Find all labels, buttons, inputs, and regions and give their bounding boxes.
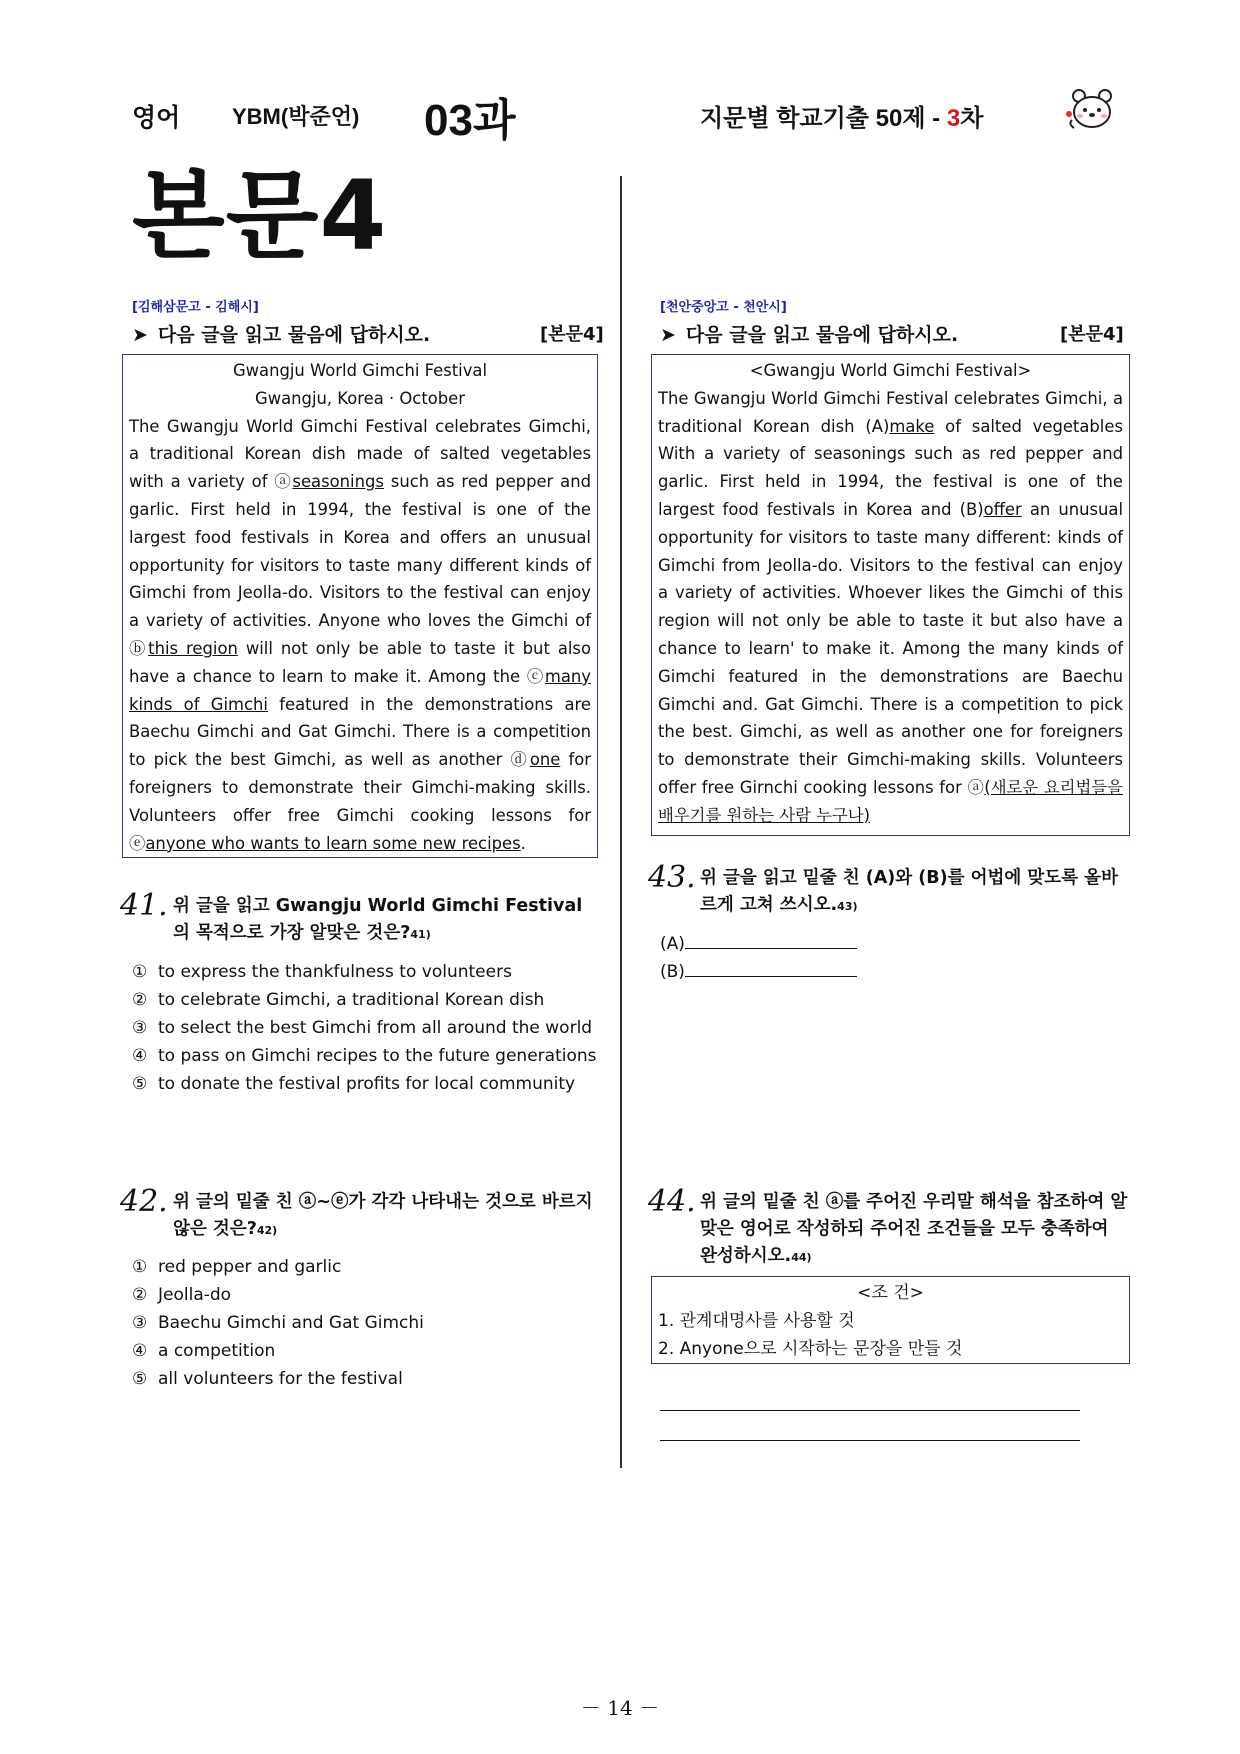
option[interactable] [132,1309,602,1337]
bear-face-icon [1066,84,1118,136]
right-tag: [본문4] [1060,324,1124,345]
passage-text: an unusual opportunity for visitors to taste many different: kinds of Gimchi from Jeolla-do. Visitors to the festival can enjoy a variety of activities. Whoever likes the Gimchi of this region will not only be able to taste it but also have a chance to learn' to make it. Among the many kinds of Gimchi featured in the demonstrations are Baechu Gimchi and. Gat Gimchi. There is a competition to pick the best. Gimchi, as well as another one for foreigners to demonstrate their Gimchi-making skills. Volunteers offer free Girnchi cooking lessons for [658,499,1124,797]
q43-stem: 위 글을 읽고 밑줄 친 (A)와 (B)를 어법에 맞도록 올바르게 고쳐 쓰시오. [700,868,1118,915]
question-41-number: 41. [120,888,168,923]
passage-body [658,385,1123,830]
option-mark: ⑤ [132,1369,148,1389]
option-text: all volunteers for the festival [158,1369,403,1389]
option-mark: ② [132,1285,148,1305]
option-text: red pepper and garlic [158,1257,342,1277]
left-instruction [132,320,430,347]
q42-options [132,1253,602,1393]
arrow-icon: ➤ [660,324,676,346]
right-instruction-text: 다음 글을 읽고 물음에 답하시오. [685,324,959,346]
page-number: － 14 － [580,1696,660,1720]
option-text: to donate the festival profits for local community [158,1074,576,1094]
option[interactable] [132,1042,602,1070]
underline-A: make [889,416,935,436]
option[interactable] [132,1253,602,1281]
option-text: to express the thankfulness to volunteers [158,962,512,982]
right-source: [천안중앙고 - 천안시] [660,300,787,315]
underline-a: (새로운 요리법들을 배우기를 원하는 사람 누구나) [658,777,1123,825]
option-text: Jeolla-do [158,1285,232,1305]
left-tag: [본문4] [540,324,604,345]
answer-b-field[interactable] [660,958,857,986]
option-text: to celebrate Gimchi, a traditional Korean dish [158,990,545,1010]
option-mark: ① [132,962,148,982]
option[interactable] [132,986,602,1014]
option[interactable] [132,1070,602,1098]
underline-b: this region [148,638,238,658]
left-instruction-text: 다음 글을 읽고 물음에 답하시오. [157,324,431,346]
answer-a-field[interactable] [660,930,857,958]
series-prefix: 지문별 학교기출 50제 - [700,105,947,132]
option-text: Baechu Gimchi and Gat Gimchi [158,1313,424,1333]
question-42-text [173,1189,597,1244]
passage-text: of salted vegetables With a variety of seasonings such as red pepper and garlic. First held in 1994, the festival is one of the largest food festivals in Korea and [658,416,1123,519]
left-source: [김해삼문고 - 김해시] [132,300,259,315]
q41-footnote: 41) [410,928,431,941]
marker-A: (A) [865,416,890,436]
answer-a-line[interactable] [685,931,857,949]
option-text: to select the best Gimchi from all around the world [158,1018,593,1038]
answer-a-label: (A) [660,934,685,954]
underline-d: one [529,750,561,770]
question-43-number: 43. [648,860,696,895]
lesson-label: 03과 [424,96,516,145]
arrow-icon: ➤ [132,324,148,346]
conditions-title: <조 건> [857,1283,924,1303]
q41-stem: 위 글을 읽고 Gwangju World Gimchi Festival의 목적으로 가장 알맞은 것은? [173,896,583,943]
underline-e: anyone who wants to learn some new recipes [145,833,521,853]
publisher-label: YBM(박준언) [232,104,360,129]
option-mark: ① [132,1257,148,1277]
passage-text: . [520,833,526,853]
option[interactable] [132,958,602,986]
conditions-box [651,1276,1130,1364]
column-divider [620,176,622,1468]
series-number: 3 [946,105,961,132]
option-text: a competition [158,1341,276,1361]
question-41-text [173,893,597,948]
option[interactable] [132,1014,602,1042]
option-mark: ④ [132,1046,148,1066]
answer-line[interactable] [660,1440,1080,1441]
passage-body [129,413,591,858]
right-passage-box [651,354,1130,836]
q41-options [132,958,602,1098]
answer-line[interactable] [660,1410,1080,1411]
condition-item: 1. 관계대명사를 사용할 것 [658,1311,855,1331]
passage-text: featured in the demonstrations are Baechu Gimchi and Gat Gimchi. There is a competition to pick the best Gimchi, as well as another [129,694,591,770]
q44-footnote: 44) [791,1251,812,1264]
marker-c: ⓒ [526,666,545,686]
marker-a: ⓐ [274,472,293,492]
question-43-text [700,865,1128,920]
subject-label: 영어 [132,104,181,132]
left-passage-box [122,354,598,858]
option-mark: ③ [132,1018,148,1038]
option-text: to pass on Gimchi recipes to the future generations [158,1046,597,1066]
option[interactable] [132,1337,602,1365]
marker-a: ⓐ [967,777,985,797]
marker-b: ⓑ [129,638,149,658]
series-label [700,98,983,133]
underline-B: offer [983,499,1022,519]
marker-d: ⓓ [510,750,530,770]
underline-a: seasonings [292,472,384,492]
passage-text: for foreigners to demonstrate their Gimchi-making skills. Volunteers offer free Gimchi cooking lessons for [129,750,591,825]
option[interactable] [132,1365,602,1393]
marker-B: (B) [959,499,984,519]
option-mark: ⑤ [132,1074,148,1094]
answer-b-line[interactable] [685,959,857,977]
passage-text: such as red pepper and garlic. First held in 1994, the festival is one of the largest food festivals in Korea and offers an unusual opportunity for visitors to taste many different kinds of Gimchi from Jeolla-do. Visitors to the festival can enjoy a variety of activities. Anyone who loves the Gimchi of [129,472,591,631]
q43-footnote: 43) [837,900,858,913]
question-44-text [700,1189,1128,1271]
passage-title: <Gwangju World Gimchi Festival> [749,361,1032,380]
passage-text: The Gwangju World Gimchi Festival celebrates Gimchi, a traditional Korean dish [658,388,1123,436]
right-instruction [660,320,958,347]
passage-text: will not only be able to taste it but also have a chance to learn to make it. Among the [129,638,591,686]
question-44-number: 44. [648,1184,696,1219]
option-mark: ④ [132,1341,148,1361]
passage-text: The Gwangju World Gimchi Festival celebrates Gimchi, a traditional Korean dish made of salted vegetables with a variety of [129,416,591,492]
passage-subtitle: Gwangju, Korea · October [255,388,465,408]
series-suffix: 차 [960,105,984,132]
answer-b-label: (B) [660,962,685,982]
condition-item: 2. Anyone으로 시작하는 문장을 만들 것 [658,1339,963,1359]
underline-c: many kinds of Gimchi [129,666,591,714]
question-42-number: 42. [120,1184,168,1219]
option-mark: ② [132,990,148,1010]
q42-footnote: 42) [256,1224,278,1237]
marker-e: ⓔ [129,833,146,853]
q42-stem: 위 글의 밑줄 친 ⓐ~ⓔ가 각각 나타내는 것으로 바르지 않은 것은? [173,1192,593,1239]
q44-stem: 위 글의 밑줄 친 ⓐ를 주어진 우리말 해석을 참조하여 알맞은 영어로 작성하되 주어진 조건들을 모두 충족하여 완성하시오. [700,1192,1128,1266]
section-title: 본문4 [132,160,388,272]
option-mark: ③ [132,1313,148,1333]
option[interactable] [132,1281,602,1309]
passage-title: Gwangju World Gimchi Festival [232,361,488,380]
